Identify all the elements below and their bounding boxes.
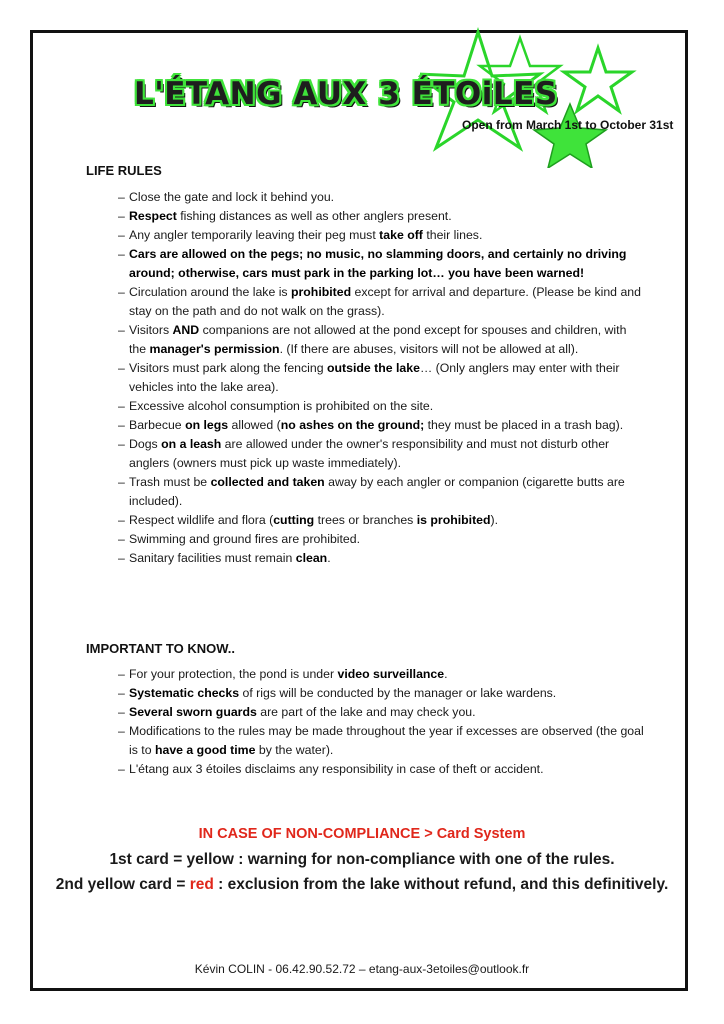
rule-emphasis: have a good time xyxy=(154,743,256,757)
rule-emphasis: on legs xyxy=(185,418,229,432)
important-heading: IMPORTANT TO KNOW.. xyxy=(86,641,236,656)
second-card-prefix: 2nd yellow card = xyxy=(55,876,190,893)
rule-text: Modifications to the rules may be made throughout the year if excesses are observed (the goal is to xyxy=(129,724,644,757)
important-item xyxy=(86,703,646,722)
life-rule-item xyxy=(86,397,646,416)
important-item xyxy=(86,684,646,703)
rule-text: Sanitary facilities must remain xyxy=(129,551,296,565)
rule-text: . xyxy=(327,551,331,565)
rule-text: away by each angler or companion (cigarette butts are included). xyxy=(129,475,625,508)
rule-emphasis: video surveillance xyxy=(337,667,445,681)
rule-text: Visitors must park along the fencing xyxy=(129,361,327,375)
life-rule-item xyxy=(86,359,646,397)
rule-text: Barbecue xyxy=(129,418,186,432)
important-item xyxy=(86,760,646,779)
sanction-heading: IN CASE OF NON-COMPLIANCE > Card System xyxy=(198,826,526,842)
rule-emphasis: cutting xyxy=(273,513,315,527)
contact-footer: Kévin COLIN - 06.42.90.52.72 – etang-aux-3etoiles@outlook.fr xyxy=(194,962,530,976)
rule-text: ). xyxy=(490,513,499,527)
rule-text: Close the gate and lock it behind you. xyxy=(129,190,335,204)
life-rule-item xyxy=(86,473,646,511)
important-item xyxy=(86,722,646,760)
rule-emphasis: take off xyxy=(379,228,423,242)
rule-text: are part of the lake and may check you. xyxy=(256,705,476,719)
life-rules-heading: LIFE RULES xyxy=(86,163,162,178)
opening-period: Open from March 1st to October 31st xyxy=(462,118,674,132)
life-rule-item xyxy=(86,226,646,245)
rule-emphasis: AND xyxy=(172,323,200,337)
life-rule-item xyxy=(86,416,646,435)
rule-text: … (Only anglers may enter with their vehicles into the lake area). xyxy=(129,361,620,394)
life-rules-list xyxy=(86,188,646,568)
rule-text: Dogs xyxy=(129,437,162,451)
rule-text: Excessive alcohol consumption is prohibited on the site. xyxy=(129,399,434,413)
rule-emphasis: clean xyxy=(295,551,328,565)
rule-text: they must be placed in a trash bag). xyxy=(424,418,624,432)
rule-emphasis: collected and taken xyxy=(210,475,325,489)
life-rule-item xyxy=(86,245,646,283)
life-rule-item xyxy=(86,530,646,549)
rule-text: Trash must be xyxy=(129,475,211,489)
life-rule-item xyxy=(86,207,646,226)
important-item xyxy=(86,665,646,684)
rule-text: allowed ( xyxy=(228,418,281,432)
rule-emphasis: manager's permission xyxy=(149,342,280,356)
rule-text: are allowed under the owner's responsibility and must not disturb other anglers (owners must pick up waste immediately). xyxy=(129,437,610,470)
rule-text: by the water). xyxy=(255,743,334,757)
rule-emphasis: on a leash xyxy=(161,437,222,451)
life-rule-item xyxy=(86,511,646,530)
important-list xyxy=(86,665,646,779)
life-rule-item xyxy=(86,321,646,359)
rule-emphasis: no ashes on the ground; xyxy=(280,418,425,432)
life-rule-item xyxy=(86,283,646,321)
rule-text: For your protection, the pond is under xyxy=(129,667,338,681)
first-card-line: 1st card = yellow : warning for non-compliance with one of the rules. xyxy=(109,851,615,868)
rule-text: Circulation around the lake is xyxy=(129,285,291,299)
document-title: L'ÉTANG AUX 3 ÉTOiLES xyxy=(134,76,558,112)
rule-text: companions are not allowed at the pond except for spouses and children, with the xyxy=(129,323,627,356)
star-fill-icon xyxy=(534,104,606,168)
rule-text: Any angler temporarily leaving their peg must xyxy=(129,228,380,242)
rule-text: of rigs will be conducted by the manager or lake wardens. xyxy=(239,686,557,700)
second-card-suffix: : exclusion from the lake without refund, and this definitively. xyxy=(213,876,669,893)
rule-text: trees or branches xyxy=(314,513,417,527)
rule-text: . (If there are abuses, visitors will not be allowed at all). xyxy=(279,342,579,356)
rule-text: Respect wildlife and flora ( xyxy=(129,513,274,527)
rule-emphasis: is prohibited xyxy=(416,513,491,527)
rule-text: Swimming and ground fires are prohibited. xyxy=(129,532,361,546)
second-card-line xyxy=(40,876,684,894)
rule-text: L'étang aux 3 étoiles disclaims any responsibility in case of theft or accident. xyxy=(129,762,544,776)
rule-emphasis: Several sworn guards xyxy=(129,705,257,719)
life-rule-item xyxy=(86,549,646,568)
rule-emphasis: outside the lake xyxy=(327,361,420,375)
rule-text: fishing distances as well as other anglers present. xyxy=(176,209,452,223)
rule-emphasis: Respect xyxy=(129,209,177,223)
rule-emphasis: Cars are allowed on the pegs; no music, no slamming doors, and certainly no driving around; otherwise, cars must park in the parking lot… you have been warned! xyxy=(129,247,627,280)
red-card-word: red xyxy=(189,876,214,893)
small-star-icon xyxy=(564,48,632,111)
rule-text: . xyxy=(444,667,448,681)
life-rule-item xyxy=(86,188,646,207)
life-rule-item xyxy=(86,435,646,473)
rule-emphasis: prohibited xyxy=(291,285,352,299)
rule-text: Visitors xyxy=(129,323,173,337)
rule-text: except for arrival and departure. (Please be kind and stay on the path and do not walk on the grass). xyxy=(129,285,641,318)
rule-emphasis: Systematic checks xyxy=(129,686,240,700)
rule-text: their lines. xyxy=(422,228,483,242)
